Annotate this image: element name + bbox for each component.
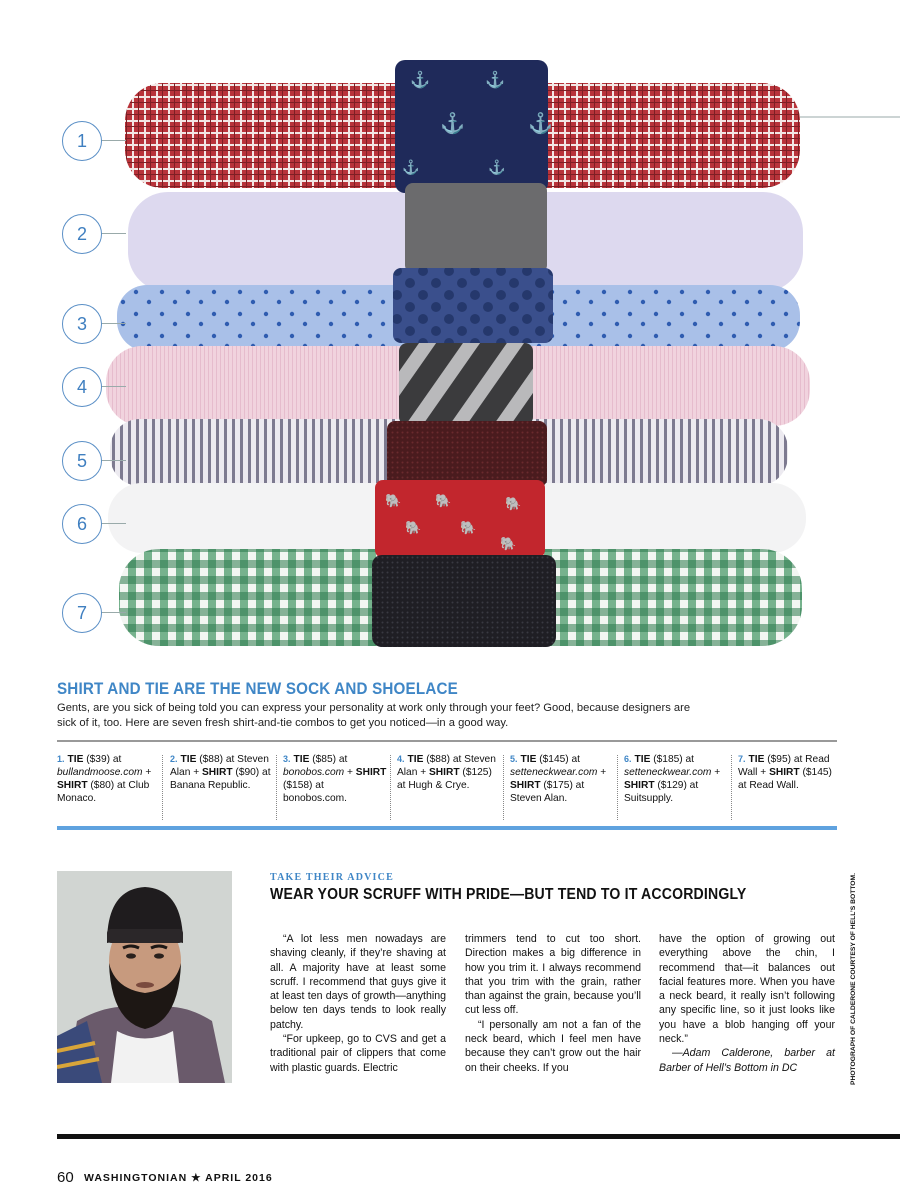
advice-kicker: TAKE THEIR ADVICE	[270, 872, 394, 883]
callout-line	[100, 460, 126, 461]
column-divider	[731, 755, 732, 820]
photo-credit-text: PHOTOGRAPH OF CALDERONE COURTESY OF HELL’S BOTTOM.	[850, 876, 857, 1085]
tie-store: Read Wall	[738, 754, 830, 778]
combo-number: 1.	[57, 754, 65, 764]
shirt-label: SHIRT	[202, 767, 233, 778]
callout-5: 5	[62, 441, 102, 481]
combo-number: 5.	[510, 754, 518, 764]
advice-column-1	[270, 932, 446, 1075]
tie-label: TIE	[293, 754, 310, 765]
svg-text:🐘: 🐘	[500, 536, 517, 551]
callout-line	[100, 233, 126, 234]
svg-text:⚓: ⚓	[440, 113, 465, 135]
shirt-label: SHIRT	[57, 780, 88, 791]
combo-number: 2.	[170, 754, 178, 764]
advice-paragraph: “I personally am not a fan of the neck beard, which I feel men have because they can’t grow out the hair on their cheeks. If you	[465, 1018, 641, 1074]
shirt-detail: ($145) at Read Wall.	[738, 767, 832, 791]
tie-label: TIE	[520, 754, 537, 765]
tie-price: ($85) at	[312, 754, 348, 765]
callout-4: 4	[62, 367, 102, 407]
divider-rule	[57, 740, 837, 742]
tie-label: TIE	[407, 754, 424, 765]
feature-intro: Gents, are you sick of being told you can express your personality at work only through your feet? Good, because designers are sick of it, too. Here are seven fresh shirt-and-tie combos to get you noticed—in a good way.	[57, 702, 691, 729]
tie-store: Steven Alan	[170, 754, 269, 778]
tie-price: ($95) at	[767, 754, 803, 765]
shirt-detail: ($80) at Club Monaco.	[57, 780, 150, 804]
shirt-detail: ($158) at bonobos.com.	[283, 780, 347, 804]
tie-store: Steven Alan	[397, 754, 496, 778]
svg-text:🐘: 🐘	[435, 493, 452, 508]
combo-7: 7. TIE ($95) at Read Wall + SHIRT ($145) at Read Wall.	[738, 754, 832, 791]
svg-text:⚓: ⚓	[485, 72, 505, 89]
callout-line	[100, 612, 126, 613]
callout-6: 6	[62, 504, 102, 544]
svg-text:🐘: 🐘	[385, 493, 402, 508]
combo-5: 5. TIE ($145) at setteneckwear.com + SHIRT ($175) at Steven Alan.	[510, 754, 607, 804]
column-divider	[617, 755, 618, 820]
page-number: 60	[57, 1169, 74, 1186]
advice-paragraph: “For upkeep, go to CVS and get a traditional pair of clippers that come with plastic guards. Electric	[270, 1033, 446, 1074]
callout-line	[100, 323, 126, 324]
svg-text:🐘: 🐘	[405, 520, 422, 535]
photo-credit	[845, 872, 859, 1087]
tie-label: TIE	[180, 754, 197, 765]
shirt-detail: ($90) at Banana Republic.	[170, 767, 271, 791]
tie-price: ($88) at	[426, 754, 462, 765]
svg-text:⚓: ⚓	[528, 113, 553, 135]
tie-label: TIE	[67, 754, 84, 765]
shirt-label: SHIRT	[624, 780, 655, 791]
shirt-label: SHIRT	[355, 767, 387, 778]
tie-store: setteneckwear.com	[510, 767, 598, 778]
callout-3: 3	[62, 304, 102, 344]
tie-price: ($145) at	[539, 754, 580, 765]
svg-text:⚓: ⚓	[488, 159, 506, 175]
column-divider	[390, 755, 391, 820]
advice-paragraph: “A lot less men nowadays are shaving cleanly, if they’re shaving at all. A majority have at least some scruff. I recommend that guys give it at least ten days of growth—anything below ten days tends to look really patchy.	[270, 933, 446, 1031]
tie-price: ($185) at	[653, 754, 694, 765]
callout-line	[100, 140, 126, 141]
shirt-detail: ($175) at Steven Alan.	[510, 780, 585, 804]
tie-store: bonobos.com	[283, 767, 345, 778]
combo-6: 6. TIE ($185) at setteneckwear.com + SHIRT ($129) at Suitsupply.	[624, 754, 721, 804]
advice-signature: —Adam Calderone, barber at Barber of Hell’s Bottom in DC	[659, 1047, 835, 1074]
column-divider	[503, 755, 504, 820]
barber-portrait	[57, 871, 232, 1083]
combo-4: 4. TIE ($88) at Steven Alan + SHIRT ($125) at Hugh & Crye.	[397, 754, 496, 791]
svg-text:⚓: ⚓	[402, 159, 420, 175]
tie-store: bullandmoose.com	[57, 767, 143, 778]
combo-2: 2. TIE ($88) at Steven Alan + SHIRT ($90) at Banana Republic.	[170, 754, 271, 791]
svg-text:🐘: 🐘	[460, 520, 477, 535]
tie-price: ($88) at	[199, 754, 235, 765]
footer-rule	[57, 1134, 900, 1139]
feature-headline: SHIRT AND TIE ARE THE NEW SOCK AND SHOELACE	[57, 680, 458, 698]
combo-number: 7.	[738, 754, 746, 764]
column-divider	[276, 755, 277, 820]
combo-number: 3.	[283, 754, 291, 764]
advice-paragraph: trimmers tend to cut too short. Direction makes a big difference in how you trim it. I always recommend that you trim with the grain, rather than against the grain, because you’ll cut less off.	[465, 933, 641, 1017]
callout-7: 7	[62, 593, 102, 633]
combo-number: 4.	[397, 754, 405, 764]
shirt-label: SHIRT	[429, 767, 460, 778]
callout-1: 1	[62, 121, 102, 161]
tie-store: setteneckwear.com	[624, 767, 712, 778]
magazine-name: WASHINGTONIAN	[84, 1172, 188, 1184]
tie-price: ($39) at	[86, 754, 122, 765]
shirt-label: SHIRT	[510, 780, 541, 791]
callout-line	[100, 386, 126, 387]
accent-rule	[57, 826, 837, 830]
callout-2: 2	[62, 214, 102, 254]
shirt-label: SHIRT	[769, 767, 800, 778]
shirt-detail: ($129) at Suitsupply.	[624, 780, 699, 804]
advice-column-3	[659, 932, 835, 1075]
footer-masthead	[84, 1172, 273, 1184]
shirt-detail: ($125) at Hugh & Crye.	[397, 767, 492, 791]
combo-1: 1. TIE ($39) at bullandmoose.com + SHIRT ($80) at Club Monaco.	[57, 754, 152, 804]
combo-3: 3. TIE ($85) at bonobos.com + SHIRT ($158) at bonobos.com.	[283, 754, 387, 804]
advice-paragraph: have the option of growing out everything above the chin, I recommend that—it balances out facial features more. When you have a neck beard, it really isn’t following any specific line, so it just looks like you have a blob hanging off your neck.”	[659, 933, 835, 1046]
combo-number: 6.	[624, 754, 632, 764]
svg-text:⚓: ⚓	[410, 72, 430, 89]
tie-label: TIE	[748, 754, 765, 765]
column-divider	[162, 755, 163, 820]
tie-label: TIE	[634, 754, 651, 765]
advice-headline: WEAR YOUR SCRUFF WITH PRIDE—BUT TEND TO IT ACCORDINGLY	[270, 886, 747, 903]
issue-date: APRIL 2016	[205, 1172, 273, 1184]
svg-text:🐘: 🐘	[505, 496, 522, 511]
callout-line	[100, 523, 126, 524]
star-icon: ★	[191, 1172, 202, 1184]
advice-column-2	[465, 932, 641, 1075]
